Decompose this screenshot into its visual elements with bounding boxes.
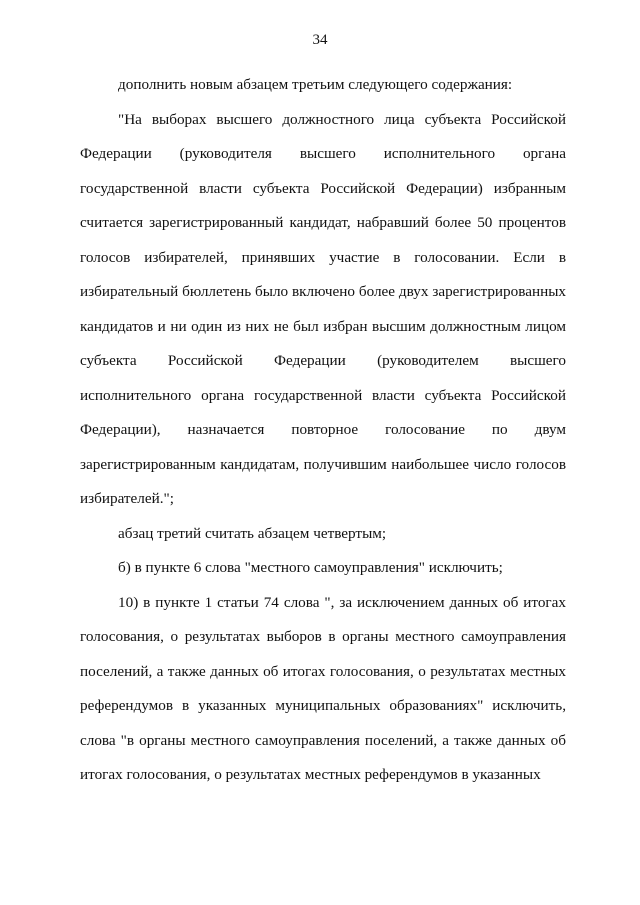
document-body [80, 68, 566, 793]
paragraph-item-10: 10) в пункте 1 статьи 74 слова ", за исключением данных об итогах голосования, о результатах выборов в органы местного самоуправления поселений, а также данных об итогах голосования, о результатах местных референдумов в указанных муниципальных образованиях" исключить, слова "в органы местного самоуправления поселений, а также данных об итогах голосования, о результатах местных референдумов в указанных [80, 593, 566, 783]
paragraph-quoted-amendment: "На выборах высшего должностного лица субъекта Российской Федерации (руководителя высшего исполнительного органа государственной власти субъекта Российской Федерации) избранным считается зарегистрированный кандидат, набравший более 50 процентов голосов избирателей, принявших участие в голосовании. Если в избирательный бюллетень было включено более двух зарегистрированных кандидатов и ни один из них не был избран высшим должностным лицом субъекта Российской Федерации (руководителем высшего исполнительного органа государственной власти субъекта Российской Федерации), назначается повторное голосование по двум зарегистрированным кандидатам, получившим наибольшее число голосов избирателей."; [80, 110, 566, 507]
paragraph-intro: дополнить новым абзацем третьим следующего содержания: [118, 76, 513, 93]
paragraph-item-b: б) в пункте 6 слова "местного самоуправления" исключить; [118, 559, 503, 576]
page-number: 34 [312, 32, 328, 48]
paragraph-renumber: абзац третий считать абзацем четвертым; [118, 524, 387, 542]
